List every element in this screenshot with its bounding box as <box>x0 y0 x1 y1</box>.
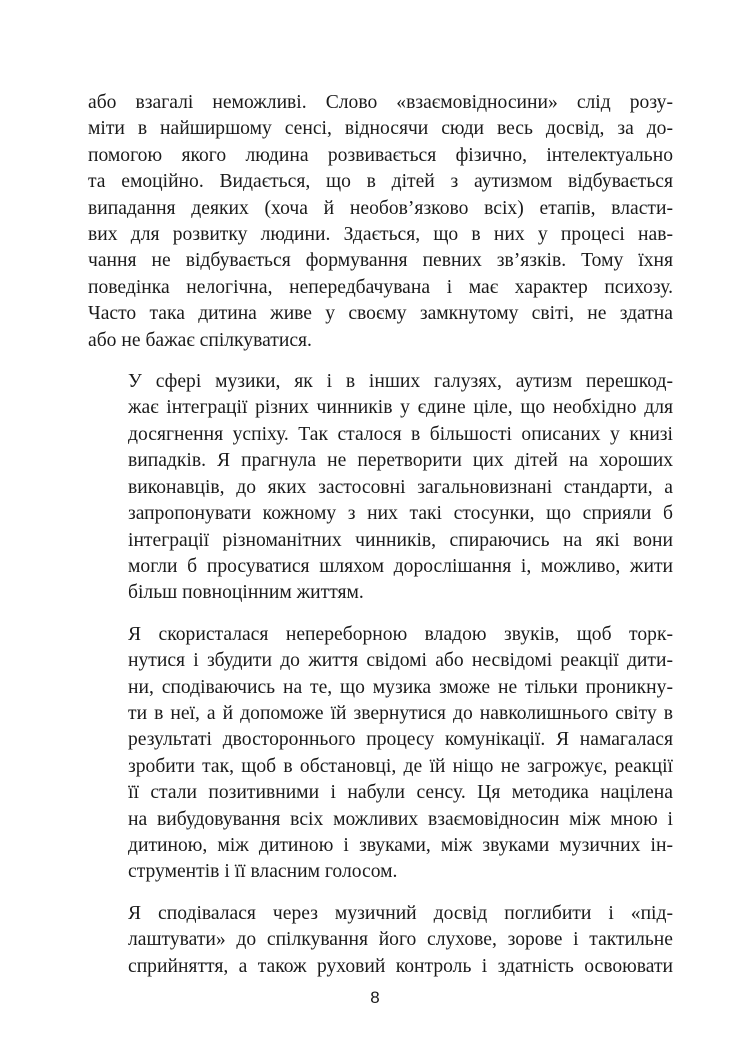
text-line: помогою якого людина розвивається фізично, інтелектуально <box>88 144 673 166</box>
text-line: на вибудовування всіх можливих взаємовідносин між мною і <box>128 808 673 830</box>
text-line: поведінка нелогічна, непередбачувана і має характер психозу. <box>88 276 673 298</box>
text-line: струментів і її власним голосом. <box>128 861 398 883</box>
text-line: Часто така дитина живе у своєму замкнутому світі, не здатна <box>88 303 673 325</box>
text-line: результаті двостороннього процесу комунікації. Я намагалася <box>128 729 673 751</box>
text-line: випадання деяких (хоча й необов’язково всіх) етапів, власти- <box>88 197 673 219</box>
text-line: дитиною, між дитиною і звуками, між звуками музичних ін- <box>128 834 673 856</box>
text-line: запропонувати кожному з них такі стосунки, що сприяли б <box>128 503 673 525</box>
text-line: вих для розвитку людини. Здається, що в них у процесі нав- <box>88 224 673 246</box>
text-line: ни, сподіваючись на те, що музика зможе не тільки проникну- <box>128 676 673 698</box>
text-line: інтеграції різноманітних чинників, спираючись на які вони <box>128 529 673 551</box>
text-line: виконавців, до яких застосовні загальновизнані стандарти, а <box>128 476 673 498</box>
text-line: У сфері музики, як і в інших галузях, аутизм перешкод- <box>128 371 673 393</box>
text-line: та емоційно. Видається, що в дітей з аутизмом відбувається <box>88 171 673 193</box>
text-line: міти в найширшому сенсі, відносячи сюди весь досвід, за до- <box>88 118 673 140</box>
paragraph <box>88 90 673 354</box>
text-line: або взагалі неможливі. Слово «взаємовідносини» слід розу- <box>88 92 673 113</box>
paragraph <box>88 901 673 980</box>
text-line: Я сподівалася через музичний досвід поглибити і «під- <box>128 902 673 924</box>
text-line: більш повноцінним життям. <box>128 582 364 604</box>
text-line: її стали позитивними і набули сенсу. Ця методика націлена <box>128 782 673 804</box>
text-line: могли б просуватися шляхом дорослішання і, можливо, жити <box>128 555 673 577</box>
text-line: чання не відбувається формування певних зв’язків. Тому їхня <box>88 250 673 272</box>
text-line: або не бажає спілкуватися. <box>88 329 312 351</box>
text-line: досягнення успіху. Так сталося в більшості описаних у книзі <box>128 423 673 445</box>
text-line: зробити так, щоб в обстановці, де їй ніщо не загрожує, реакції <box>128 755 673 777</box>
text-line: жає інтеграції різних чинників у єдине ціле, що необхідно для <box>128 397 673 419</box>
text-line: сприйняття, а також руховий контроль і здатність освоювати <box>128 955 673 977</box>
page-body <box>88 90 673 995</box>
paragraph <box>88 622 673 886</box>
text-line: випадків. Я прагнула не перетворити цих дітей на хороших <box>128 450 673 472</box>
text-line: лаштувати» до спілкування його слухове, зорове і тактильне <box>128 929 673 951</box>
text-line: нутися і збудити до життя свідомі або несвідомі реакції дити- <box>128 650 673 672</box>
page-number: 8 <box>370 988 380 1007</box>
text-line: ти в неї, а й допоможе їй звернутися до навколишнього світу в <box>128 702 673 724</box>
text-line: Я скористалася непереборною владою звуків, щоб торк- <box>128 623 673 645</box>
paragraph <box>88 369 673 607</box>
